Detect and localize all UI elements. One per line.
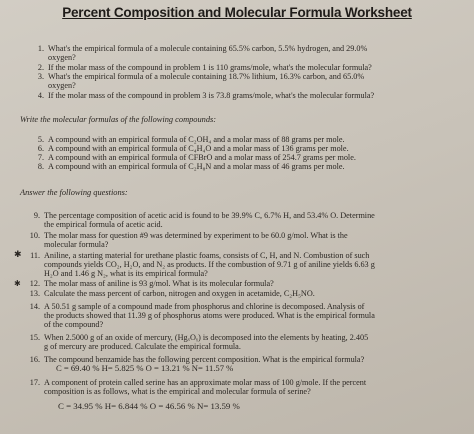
section-heading-molecular: Write the molecular formulas of the following compounds: <box>20 115 217 124</box>
question-8: 8. A compound with an empirical formula of C₂H₈N and a molar mass of 46 grams per mole. <box>37 162 345 171</box>
question-11-cont-2: H₂O and 1.46 g N₂, what is its empirical formula? <box>44 269 208 278</box>
question-17: 17. A component of protein called serine has an approximate molar mass of 100 g/mole. If the percent <box>29 378 367 387</box>
question-16-composition: C = 69.40 % H= 5.825 % O = 13.21 % N= 11.57 % <box>56 363 234 373</box>
question-7: 7. A compound with an empirical formula of CFBrO and a molar mass of 254.7 grams per mole. <box>37 153 356 162</box>
question-11: 11. Aniline, a starting material for urethane plastic foams, consists of C, H, and N. Combustion of such <box>30 251 370 260</box>
question-5: 5. A compound with an empirical formula of C₂OH₄ and a molar mass of 88 grams per mole. <box>37 135 345 144</box>
question-6: 6. A compound with an empirical formula of C₄H₄O and a molar mass of 136 grams per mole. <box>37 144 349 153</box>
question-1: 1. What's the empirical formula of a molecule containing 65.5% carbon, 5.5% hydrogen, and 29.0% <box>37 44 368 53</box>
question-13: 13. Calculate the mass percent of carbon, nitrogen and oxygen in acetamide, C₂H₅NO. <box>29 289 315 298</box>
question-15: 15. When 2.5000 g of an oxide of mercury, (HgₓOᵧ) is decomposed into the elements by heating, 2.405 <box>29 333 369 342</box>
question-17-cont: composition is as follows, what is the empirical and molecular formula of serine? <box>44 387 311 396</box>
question-16: 16. The compound benzamide has the following percent composition. What is the empirical formula? <box>29 355 365 364</box>
question-3-cont: oxygen? <box>48 81 76 90</box>
worksheet-title: Percent Composition and Molecular Formula Worksheet <box>62 5 412 20</box>
question-14-cont-1: the products showed that 11.39 g of phosphorus atoms were produced. What is the empirical formula <box>44 311 375 320</box>
question-12: 12. The molar mass of aniline is 93 g/mol. What is its molecular formula? <box>29 279 274 288</box>
question-17-composition: C = 34.95 % H= 6.844 % O = 46.56 % N= 13.59 % <box>58 401 240 411</box>
question-9-cont: the empirical formula of acetic acid. <box>44 220 163 229</box>
question-11-cont-1: compounds yields CO₂, H₂O, and N₂ as products. If the combustion of 9.71 g of aniline yields 6.63 g <box>44 260 375 269</box>
pencil-mark-icon: ✱ <box>14 249 22 259</box>
star-mark-icon: ✱ <box>14 279 21 288</box>
section-heading-answer: Answer the following questions: <box>20 188 128 197</box>
question-1-cont: oxygen? <box>48 53 76 62</box>
question-10-cont: molecular formula? <box>44 240 109 249</box>
question-14-cont-2: of the compound? <box>44 320 104 329</box>
question-15-cont: g of mercury are produced. Calculate the empirical formula. <box>44 342 241 351</box>
question-4: 4. If the molar mass of the compound in problem 3 is 73.8 grams/mole, what's the molecular formula? <box>37 91 375 100</box>
question-9: 9. The percentage composition of acetic acid is found to be 39.9% C, 6.7% H, and 53.4% O. Determine <box>33 211 375 220</box>
question-2: 2. If the molar mass of the compound in problem 1 is 110 grams/mole, what's the molecular formula? <box>37 63 372 72</box>
question-14: 14. A 50.51 g sample of a compound made from phosphorus and chlorine is decomposed. Analysis of <box>29 302 365 311</box>
question-10: 10. The molar mass for question #9 was determined by experiment to be 60.0 g/mol. What is the <box>29 231 348 240</box>
question-3: 3. What's the empirical formula of a molecule containing 18.7% lithium, 16.3% carbon, and 65.0% <box>37 72 365 81</box>
